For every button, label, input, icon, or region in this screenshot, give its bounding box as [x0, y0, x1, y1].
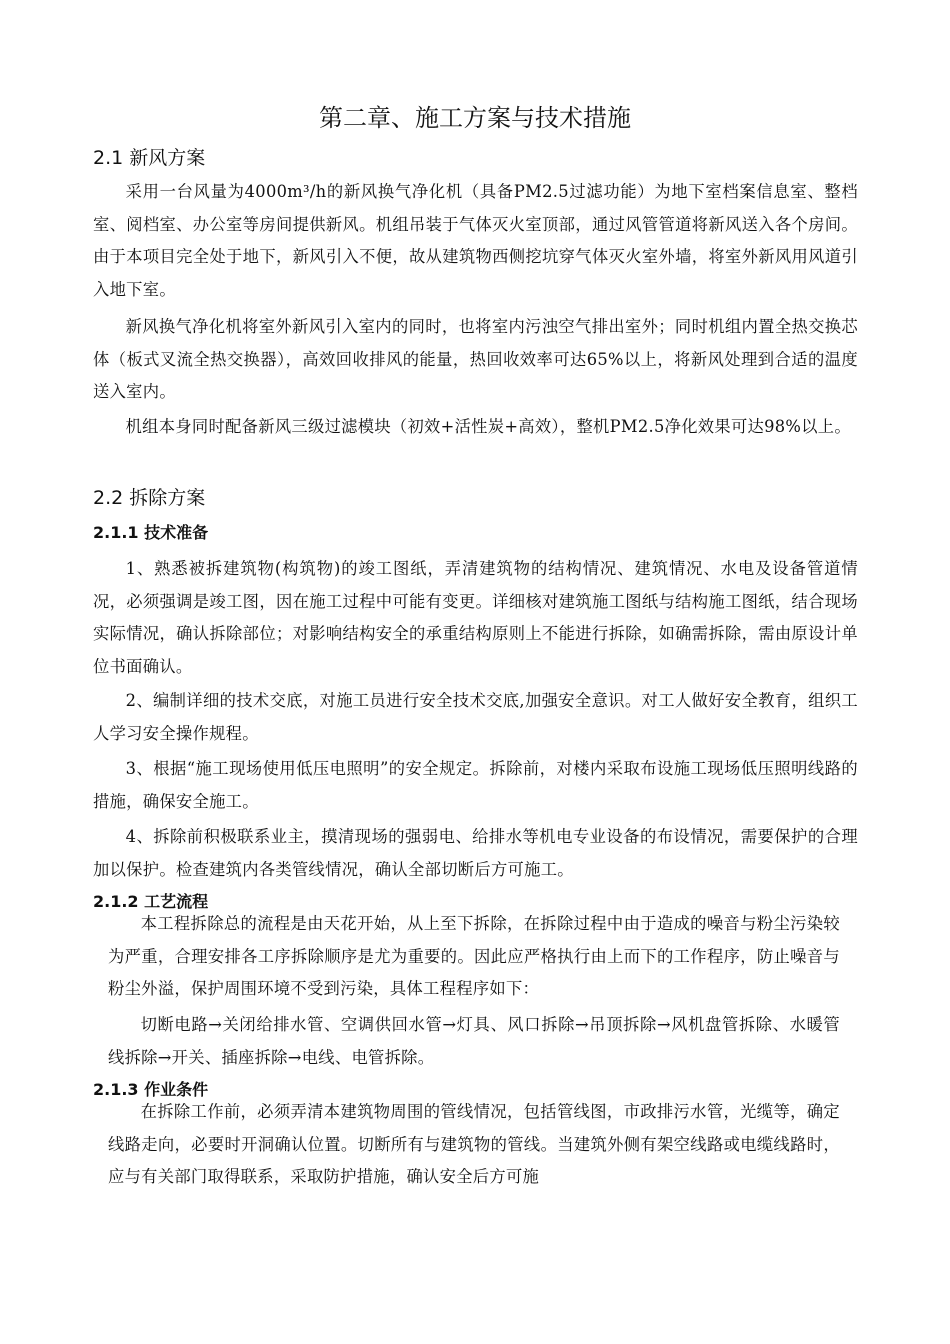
- paragraph: 机组本身同时配备新风三级过滤模块（初效+活性炭+高效），整机PM2.5净化效果可达98%以上。: [125, 417, 851, 436]
- section-heading-2-2: 2.2 拆除方案: [93, 487, 206, 509]
- section-heading-2-1: 2.1 新风方案: [93, 147, 206, 169]
- paragraph: 2、编制详细的技术交底，对施工员进行安全技术交底,加强安全意识。对工人做好安全教育，组织工人学习安全操作规程。: [93, 691, 858, 743]
- subsection-heading-2-1-3: 2.1.3 作业条件: [93, 1080, 209, 1099]
- paragraph: 3、根据“施工现场使用低压电照明”的安全规定。拆除前，对楼内采取布设施工现场低压照明线路的措施，确保安全施工。: [93, 759, 858, 811]
- subsection-heading-2-1-1: 2.1.1 技术准备: [93, 523, 209, 542]
- paragraph: 采用一台风量为4000m³/h的新风换气净化机（具备PM2.5过滤功能）为地下室档案信息室、整档室、阅档室、办公室等房间提供新风。机组吊装于气体灭火室顶部，通过风管管道将新风送入各个房间。由于本项目完全处于地下，新风引入不便，故从建筑物西侧挖坑穿气体灭火室外墙，将室外新风用风道引入地下室。: [93, 182, 858, 299]
- chapter-title: 第二章、施工方案与技术措施: [319, 104, 631, 132]
- paragraph: 本工程拆除总的流程是由天花开始，从上至下拆除，在拆除过程中由于造成的噪音与粉尘污染较为严重，合理安排各工序拆除顺序是尤为重要的。因此应严格执行由上而下的工作程序，防止噪音与粉尘外溢，保护周围环境不受到污染，具体工程程序如下：: [108, 914, 840, 998]
- paragraph: 4、拆除前积极联系业主，摸清现场的强弱电、给排水等机电专业设备的布设情况，需要保护的合理加以保护。检查建筑内各类管线情况，确认全部切断后方可施工。: [93, 827, 858, 879]
- subsection-heading-2-1-2: 2.1.2 工艺流程: [93, 892, 209, 911]
- paragraph: 1、熟悉被拆建筑物(构筑物)的竣工图纸，弄清建筑物的结构情况、建筑情况、水电及设备管道情况，必须强调是竣工图，因在施工过程中可能有变更。详细核对建筑施工图纸与结构施工图纸，结合现场实际情况，确认拆除部位；对影响结构安全的承重结构原则上不能进行拆除，如确需拆除，需由原设计单位书面确认。: [93, 559, 858, 676]
- paragraph: 在拆除工作前，必须弄清本建筑物周围的管线情况，包括管线图，市政排污水管，光缆等，确定线路走向，必要时开洞确认位置。切断所有与建筑物的管线。当建筑外侧有架空线路或电缆线路时，应与有关部门取得联系，采取防护措施，确认安全后方可施: [108, 1102, 840, 1186]
- paragraph: 新风换气净化机将室外新风引入室内的同时，也将室内污浊空气排出室外；同时机组内置全热交换芯体（板式叉流全热交换器），高效回收排风的能量，热回收效率可达65%以上，将新风处理到合适的温度送入室内。: [93, 317, 858, 401]
- paragraph: 切断电路→关闭给排水管、空调供回水管→灯具、风口拆除→吊顶拆除→风机盘管拆除、水暖管线拆除→开关、插座拆除→电线、电管拆除。: [108, 1015, 840, 1067]
